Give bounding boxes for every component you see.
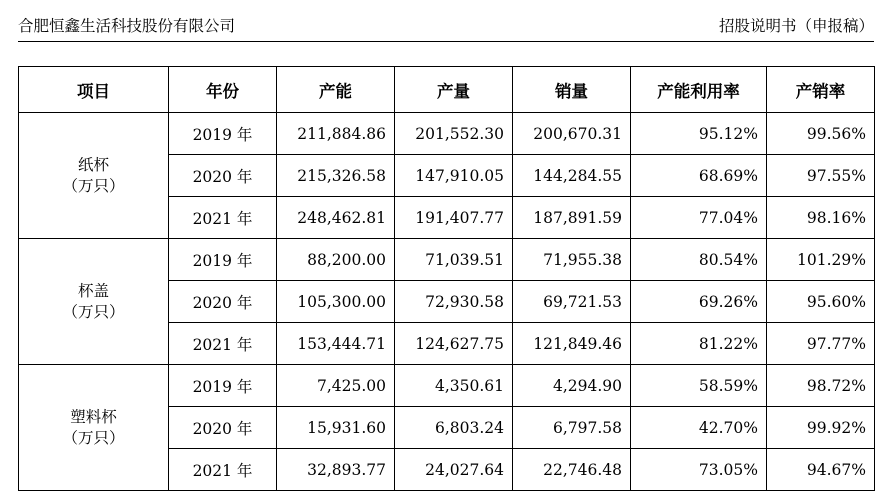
cell-sales-ratio: 99.56%	[767, 113, 875, 155]
cell-output: 4,350.61	[395, 365, 513, 407]
group-label-line1: 杯盖	[77, 281, 109, 300]
cell-sales-ratio: 101.29%	[767, 239, 875, 281]
cell-sales: 187,891.59	[513, 197, 631, 239]
cell-capacity: 105,300.00	[277, 281, 395, 323]
column-header-year: 年份	[169, 67, 277, 113]
cell-capacity: 7,425.00	[277, 365, 395, 407]
cell-capacity: 32,893.77	[277, 449, 395, 491]
group-label-line1: 纸杯	[77, 155, 109, 174]
cell-year: 2020 年	[169, 155, 277, 197]
cell-year: 2019 年	[169, 365, 277, 407]
cell-sales: 144,284.55	[513, 155, 631, 197]
cell-output: 124,627.75	[395, 323, 513, 365]
cell-sales: 69,721.53	[513, 281, 631, 323]
cell-output: 201,552.30	[395, 113, 513, 155]
cell-sales: 200,670.31	[513, 113, 631, 155]
cell-sales-ratio: 97.55%	[767, 155, 875, 197]
cell-utilization: 42.70%	[631, 407, 767, 449]
column-header-utilization: 产能利用率	[631, 67, 767, 113]
cell-sales: 71,955.38	[513, 239, 631, 281]
cell-sales: 121,849.46	[513, 323, 631, 365]
header-company-name: 合肥恒鑫生活科技股份有限公司	[18, 17, 236, 35]
cell-year: 2019 年	[169, 239, 277, 281]
column-header-capacity: 产能	[277, 67, 395, 113]
table-header-row	[19, 67, 875, 113]
cell-output: 6,803.24	[395, 407, 513, 449]
cell-utilization: 95.12%	[631, 113, 767, 155]
cell-sales-ratio: 97.77%	[767, 323, 875, 365]
cell-year: 2020 年	[169, 407, 277, 449]
group-label-plastic-cup	[19, 365, 169, 491]
cell-utilization: 73.05%	[631, 449, 767, 491]
cell-year: 2021 年	[169, 323, 277, 365]
column-header-item: 项目	[19, 67, 169, 113]
cell-output: 71,039.51	[395, 239, 513, 281]
cell-year: 2021 年	[169, 449, 277, 491]
cell-sales: 22,746.48	[513, 449, 631, 491]
cell-utilization: 69.26%	[631, 281, 767, 323]
cell-capacity: 88,200.00	[277, 239, 395, 281]
capacity-table-container	[18, 66, 874, 491]
cell-utilization: 58.59%	[631, 365, 767, 407]
column-header-output: 产量	[395, 67, 513, 113]
table-row	[19, 365, 875, 407]
cell-capacity: 248,462.81	[277, 197, 395, 239]
table-row	[19, 239, 875, 281]
cell-capacity: 215,326.58	[277, 155, 395, 197]
cell-output: 147,910.05	[395, 155, 513, 197]
cell-sales-ratio: 94.67%	[767, 449, 875, 491]
column-header-sales-ratio: 产销率	[767, 67, 875, 113]
cell-utilization: 81.22%	[631, 323, 767, 365]
header-document-type: 招股说明书（申报稿）	[718, 17, 874, 35]
cell-sales-ratio: 99.92%	[767, 407, 875, 449]
cell-utilization: 80.54%	[631, 239, 767, 281]
group-label-line2: （万只）	[62, 302, 125, 321]
cell-output: 72,930.58	[395, 281, 513, 323]
cell-capacity: 15,931.60	[277, 407, 395, 449]
cell-year: 2020 年	[169, 281, 277, 323]
cell-utilization: 77.04%	[631, 197, 767, 239]
cell-utilization: 68.69%	[631, 155, 767, 197]
cell-sales: 4,294.90	[513, 365, 631, 407]
group-label-line1: 塑料杯	[70, 407, 117, 426]
column-header-sales: 销量	[513, 67, 631, 113]
cell-sales-ratio: 95.60%	[767, 281, 875, 323]
cell-year: 2019 年	[169, 113, 277, 155]
cell-year: 2021 年	[169, 197, 277, 239]
capacity-utilization-table	[18, 66, 875, 491]
page-header	[18, 14, 874, 40]
cell-output: 191,407.77	[395, 197, 513, 239]
group-label-line2: （万只）	[62, 176, 125, 195]
table-row	[19, 113, 875, 155]
cell-sales-ratio: 98.72%	[767, 365, 875, 407]
group-label-paper-cup	[19, 113, 169, 239]
group-label-line2: （万只）	[62, 428, 125, 447]
cell-output: 24,027.64	[395, 449, 513, 491]
cell-capacity: 211,884.86	[277, 113, 395, 155]
group-label-cup-lid	[19, 239, 169, 365]
cell-capacity: 153,444.71	[277, 323, 395, 365]
cell-sales: 6,797.58	[513, 407, 631, 449]
header-divider	[18, 41, 874, 42]
cell-sales-ratio: 98.16%	[767, 197, 875, 239]
